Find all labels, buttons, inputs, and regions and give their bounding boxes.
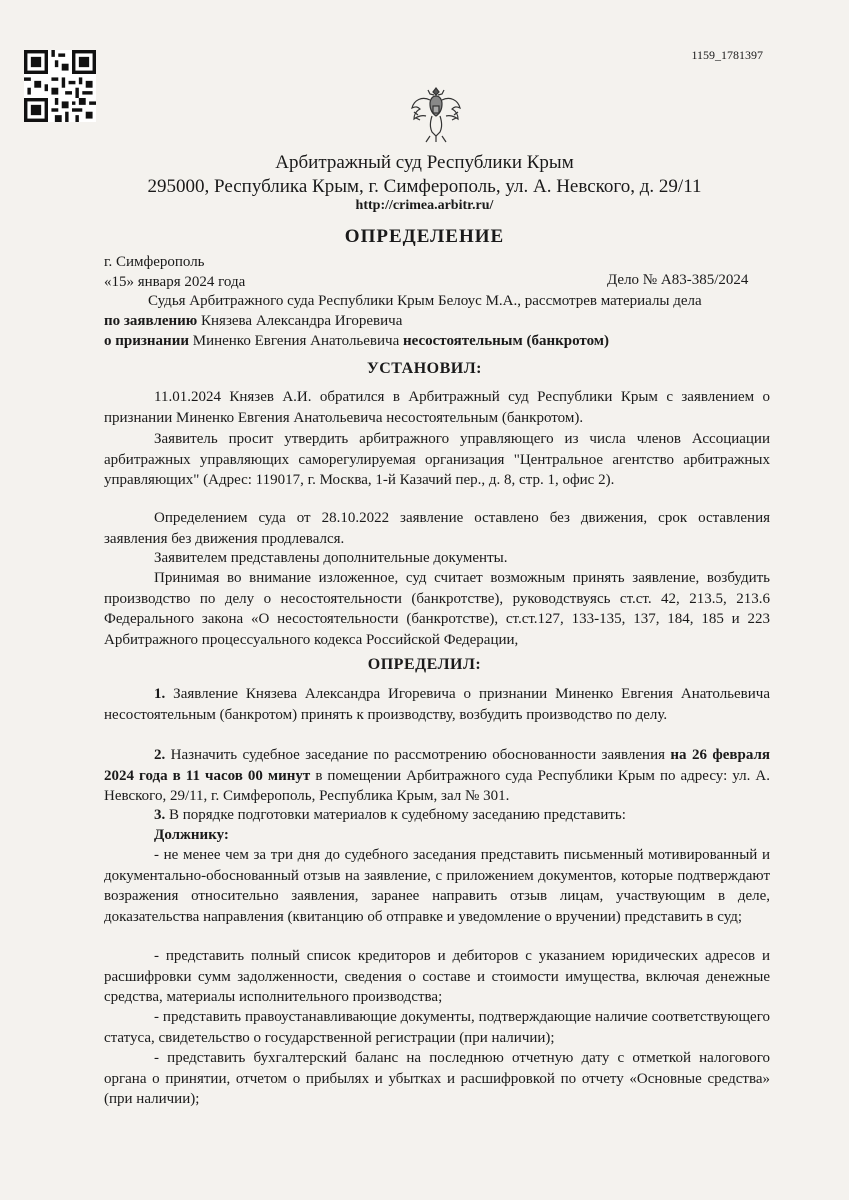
paragraph-3: Определением суда от 28.10.2022 заявление оставлено без движения, срок оставления заявления без движения продлевался. bbox=[104, 510, 770, 547]
paragraph-2: Заявитель просит утвердить арбитражного управляющего из числа членов Ассоциации арбитражных управляющих саморегулируемая организация "Центральное агентство арбитражных управляющих" (Адрес: 119017, г. Москва, 1-й Казачий пер., д. 8, стр. 1, офис 2). bbox=[104, 431, 770, 488]
intro-judge: Судья Арбитражного суда Республики Крым Белоус М.А., рассмотрев материалы дела bbox=[148, 293, 702, 309]
item-2: 2. Назначить судебное заседание по рассмотрению обоснованности заявления на 26 февраля 2024 года в 11 часов 00 минут в помещении Арбитражного суда Республики Крым по адресу: ул. А. Невского, 29/11, г. Симферополь, Республика Крым, зал № 301. bbox=[104, 747, 770, 804]
debtor-item-4: - представить бухгалтерский баланс на последнюю отчетную дату с отметкой налогового органа о принятии, отчетом о прибылях и убытках и расшифровкой по отчету «Основные средства» (при наличии); bbox=[104, 1050, 770, 1107]
qr-code-icon bbox=[24, 50, 96, 122]
court-name: Арбитражный суд Республики Крым bbox=[275, 152, 574, 173]
paragraph-5: Принимая во внимание изложенное, суд считает возможным принять заявление, возбудить производство по делу о несостоятельности (банкротстве), руководствуясь ст.ст. 42, 213.5, 213.6 Федерального закона «О несостоятельности (банкротстве), ст.ст.127, 133-135, 137, 184, 185 и 223 Арбитражного процессуального кодекса Российской Федерации, bbox=[104, 570, 770, 648]
court-url[interactable]: http://crimea.arbitr.ru/ bbox=[355, 198, 494, 213]
paragraph-4: Заявителем представлены дополнительные документы. bbox=[154, 550, 508, 566]
item-3: 3. В порядке подготовки материалов к судебному заседанию представить: bbox=[154, 807, 626, 823]
date: «15» января 2024 года bbox=[104, 274, 246, 290]
debtor-heading: Должнику: bbox=[154, 827, 229, 843]
debtor-item-2: - представить полный список кредиторов и дебиторов с указанием юридических адресов и расшифровки сумм задолженности, сведения о составе и стоимости имущества, включая денежные средства, материалы исполнительного производства; bbox=[104, 948, 770, 1005]
document-title: ОПРЕДЕЛЕНИЕ bbox=[344, 226, 505, 247]
intro-subject: о признании Миненко Евгения Анатольевича несостоятельным (банкротом) bbox=[104, 333, 609, 349]
coat-of-arms-icon bbox=[408, 82, 464, 146]
case-number: Дело № А83-385/2024 bbox=[607, 272, 749, 288]
intro-applicant: по заявлению Князева Александра Игоревича bbox=[104, 313, 403, 329]
paragraph-1: 11.01.2024 Князев А.И. обратился в Арбитражный суд Республики Крым с заявлением о признании Миненко Евгения Анатольевича несостоятельным (банкротом). bbox=[104, 389, 770, 426]
city: г. Симферополь bbox=[104, 254, 205, 270]
document-number: 1159_1781397 bbox=[691, 48, 763, 62]
item-1: 1. Заявление Князева Александра Игоревича о признании Миненко Евгения Анатольевича несостоятельным (банкротом) принять к производству, возбудить производство по делу. bbox=[104, 686, 770, 723]
debtor-item-1: - не менее чем за три дня до судебного заседания представить письменный мотивированный и документально-обоснованный отзыв на заявление, с приложением документов, которые подтверждают возражения относительно заявления, заранее направить отзыв лицам, участвующим в деле, доказательства направления (квитанцию об отправке и уведомление о вручении) представить в суд; bbox=[104, 847, 770, 925]
section-established: УСТАНОВИЛ: bbox=[367, 360, 482, 377]
court-address: 295000, Республика Крым, г. Симферополь, ул. А. Невского, д. 29/11 bbox=[147, 176, 702, 197]
debtor-item-3: - представить правоустанавливающие документы, подтверждающие наличие соответствующего статуса, свидетельство о государственной регистрации (при наличии); bbox=[104, 1009, 770, 1046]
section-decided: ОПРЕДЕЛИЛ: bbox=[367, 656, 482, 673]
